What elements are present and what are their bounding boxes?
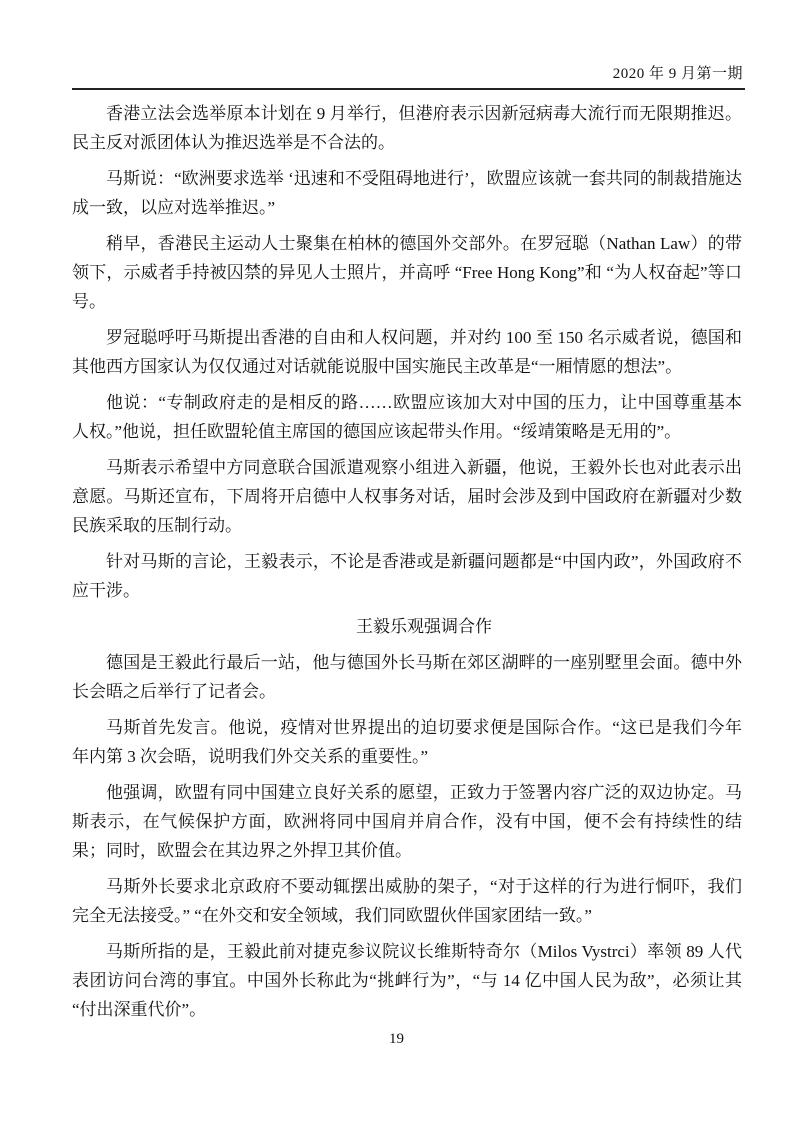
paragraph: 香港立法会选举原本计划在 9 月举行，但港府表示因新冠病毒大流行而无限期推迟。民主反对派团体认为推迟选举是不合法的。 — [72, 104, 742, 152]
article-body — [72, 99, 742, 1031]
paragraph: 他强调，欧盟有同中国建立良好关系的愿望，正致力于签署内容广泛的双边协定。马斯表示，在气候保护方面，欧洲将同中国肩并肩合作，没有中国，便不会有持续性的结果；同时，欧盟会在其边界之外捍卫其价值。 — [72, 783, 742, 860]
issue-header: 2020 年 9 月第一期 — [612, 66, 743, 82]
section-heading: 王毅乐观强调合作 — [356, 617, 492, 636]
paragraph: 马斯说：“欧洲要求选举 ‘迅速和不受阻碍地进行’，欧盟应该就一套共同的制裁措施达成一致，以应对选举推迟。” — [72, 169, 742, 217]
paragraph: 针对马斯的言论，王毅表示，不论是香港或是新疆问题都是“中国内政”，外国政府不应干涉。 — [72, 552, 742, 600]
paragraph: 罗冠聪呼吁马斯提出香港的自由和人权问题，并对约 100 至 150 名示威者说，德国和其他西方国家认为仅仅通过对话就能说服中国实施民主改革是“一厢情愿的想法”。 — [72, 328, 742, 376]
paragraph: 德国是王毅此行最后一站，他与德国外长马斯在郊区湖畔的一座别墅里会面。德中外长会晤之后举行了记者会。 — [72, 653, 742, 701]
paragraph: 马斯首先发言。他说，疫情对世界提出的迫切要求便是国际合作。“这已是我们今年年内第 3 次会晤，说明我们外交关系的重要性。” — [72, 718, 742, 766]
paragraph: 他说：“专制政府走的是相反的路……欧盟应该加大对中国的压力，让中国尊重基本人权。”他说，担任欧盟轮值主席国的德国应该起带头作用。“绥靖策略是无用的”。 — [72, 393, 742, 441]
page-number: 19 — [389, 1031, 404, 1047]
paragraph: 稍早，香港民主运动人士聚集在柏林的德国外交部外。在罗冠聪（Nathan Law）的带领下，示威者手持被囚禁的异见人士照片，并高呼 “Free Hong Kong”和 “为人权奋起”等口号。 — [72, 234, 742, 311]
paragraph: 马斯外长要求北京政府不要动辄摆出威胁的架子，“对于这样的行为进行恫吓，我们完全无法接受。” “在外交和安全领域，我们同欧盟伙伴国家团结一致。” — [72, 877, 742, 925]
paragraph: 马斯所指的是，王毅此前对捷克参议院议长维斯特奇尔（Milos Vystrci）率领 89 人代表团访问台湾的事宜。中国外长称此为“挑衅行为”，“与 14 亿中国人民为敌”，必须让其“付出深重代价”。 — [72, 942, 742, 1019]
paragraph: 马斯表示希望中方同意联合国派遣观察小组进入新疆，他说，王毅外长也对此表示出意愿。马斯还宣布，下周将开启德中人权事务对话，届时会涉及到中国政府在新疆对少数民族采取的压制行动。 — [72, 458, 742, 535]
header-rule-divider — [72, 88, 745, 90]
